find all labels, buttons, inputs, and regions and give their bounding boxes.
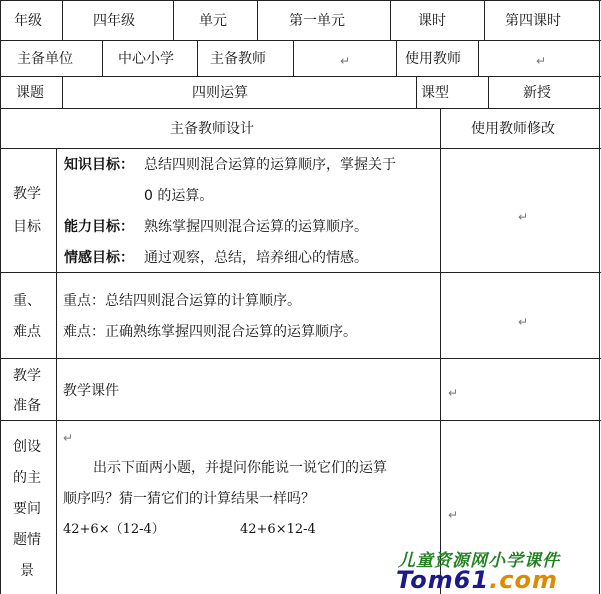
prep-label-1: 教学 [13,368,41,384]
paragraph-mark: ↵ [518,315,529,329]
ability-goal-text: 熟练掌握四则混合运算的运算顺序。 [144,219,368,235]
lesson-label: 课时 [418,13,446,29]
paragraph-mark: ↵ [536,54,547,68]
design-heading: 主备教师设计 [170,121,254,137]
paragraph-mark: ↵ [340,54,351,68]
difficult-point-text: 难点：正确熟练掌握四则混合运算的运算顺序。 [63,324,357,340]
topic-value: 四则运算 [192,85,248,101]
watermark-brand-name: Tom61 [396,566,490,594]
site-watermark-logo [390,544,601,594]
revision-heading: 使用教师修改 [471,121,555,137]
lead-teacher-label: 主备教师 [210,51,266,67]
scenario-label-3: 要问 [13,501,41,517]
prep-text: 教学课件 [63,383,119,399]
keypoints-label-1: 重、 [13,293,41,309]
lesson-value: 第四课时 [505,13,561,29]
knowledge-goal-text-2: 0 的运算。 [144,188,214,204]
scenario-label-5: 景 [20,563,34,579]
paragraph-mark: ↵ [448,386,459,400]
ability-goal-label: 能力目标： [64,219,134,235]
topic-label: 课题 [16,85,44,101]
scenario-label-4: 题情 [13,532,41,548]
grade-label: 年级 [14,13,42,29]
expression-2: 42+6×12-4 [240,522,316,537]
scenario-text-2: 顺序吗？猜一猜它们的计算结果一样吗？ [63,491,315,507]
scenario-label-2: 的主 [13,470,41,486]
scenario-label-1: 创设 [13,439,41,455]
unit-label: 单元 [199,13,227,29]
school-value: 中心小学 [118,51,174,67]
emotion-goal-text: 通过观察，总结，培养细心的情感。 [144,250,368,266]
watermark-text: 儿童资源网小学课件 [398,551,560,571]
expression-1: 42+6×（12-4） [63,522,165,537]
knowledge-goal-label: 知识目标： [64,157,134,173]
prep-label-2: 准备 [13,398,41,414]
paragraph-mark: ↵ [448,508,459,522]
paragraph-mark: ↵ [63,431,74,445]
scenario-text-1: 出示下面两小题，并提问你能说一说它们的运算 [93,460,387,476]
keypoints-label-2: 难点 [13,324,41,340]
watermark-brand [396,566,558,594]
school-label: 主备单位 [17,51,73,67]
knowledge-goal-text: 总结四则混合运算的运算顺序，掌握关于 [144,157,396,173]
emotion-goal-label: 情感目标： [64,250,134,266]
watermark-brand-domain: .com [489,566,559,594]
key-point-text: 重点：总结四则混合运算的计算顺序。 [63,293,301,309]
goals-label-1: 教学 [13,186,41,202]
user-teacher-label: 使用教师 [405,51,461,67]
goals-label-2: 目标 [13,219,41,235]
type-label: 课型 [421,85,449,101]
type-value: 新授 [523,85,551,101]
grade-value: 四年级 [93,13,135,29]
unit-value: 第一单元 [289,13,345,29]
paragraph-mark: ↵ [518,210,529,224]
